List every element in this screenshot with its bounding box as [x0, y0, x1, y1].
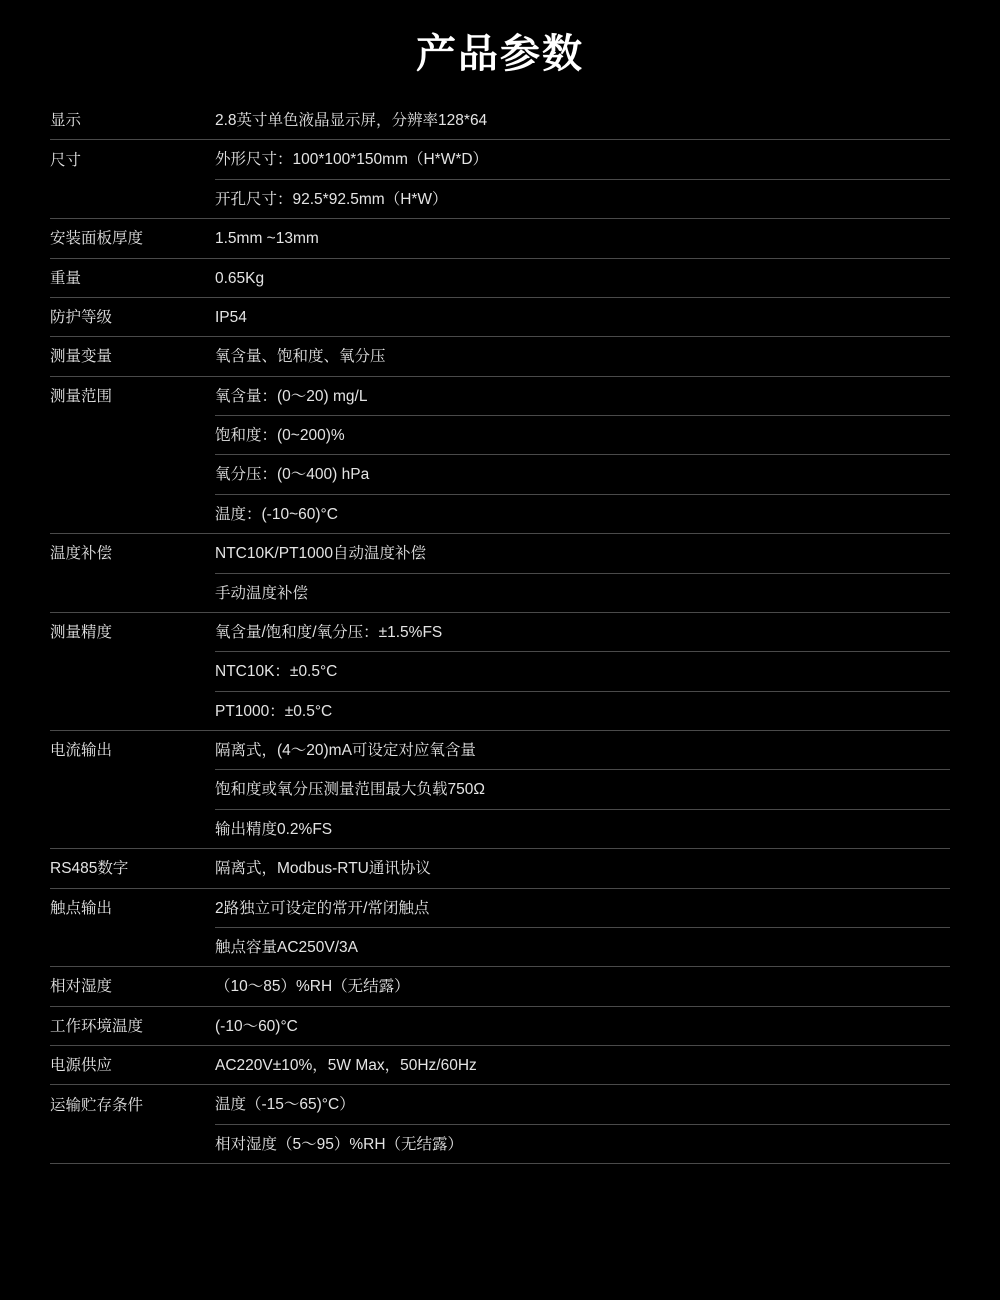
spec-label: 工作环境温度 — [50, 1006, 215, 1045]
table-row — [50, 888, 950, 927]
spec-value: 输出精度0.2%FS — [215, 809, 950, 848]
spec-label: 电流输出 — [50, 742, 113, 760]
table-row — [50, 927, 950, 966]
spec-value: 外形尺寸：100*100*150mm（H*W*D） — [215, 140, 950, 179]
table-row — [50, 101, 950, 140]
spec-value: 隔离式，(4～20)mA可设定对应氧含量 — [215, 731, 950, 770]
spec-value: IP54 — [215, 297, 950, 336]
spec-label — [50, 770, 215, 809]
spec-label: 测量范围 — [50, 387, 113, 405]
spec-value: 氧分压：(0～400) hPa — [215, 455, 950, 494]
spec-label — [50, 573, 215, 612]
spec-label — [50, 455, 215, 494]
spec-value: 氧含量：(0～20) mg/L — [215, 376, 950, 415]
table-row — [50, 731, 950, 770]
page-title: 产品参数 — [416, 32, 584, 76]
spec-label: 显示 — [50, 101, 215, 140]
spec-label: 电源供应 — [50, 1046, 215, 1085]
spec-label: RS485数字 — [50, 849, 215, 888]
table-row — [50, 140, 950, 179]
spec-value: （10～85）%RH（无结露） — [215, 967, 950, 1006]
table-row — [50, 1124, 950, 1163]
table-row — [50, 258, 950, 297]
table-row — [50, 809, 950, 848]
spec-value: 饱和度或氧分压测量范围最大负载750Ω — [215, 770, 950, 809]
table-row — [50, 612, 950, 651]
spec-label — [50, 416, 215, 455]
table-row — [50, 376, 950, 415]
table-row — [50, 1046, 950, 1085]
spec-value: (-10～60)°C — [215, 1006, 950, 1045]
spec-label — [50, 1124, 215, 1163]
spec-value: NTC10K：±0.5°C — [215, 652, 950, 691]
spec-value: AC220V±10%，5W Max，50Hz/60Hz — [215, 1046, 950, 1085]
table-row — [50, 691, 950, 730]
spec-label: 运输贮存条件 — [50, 1096, 144, 1114]
spec-label — [50, 179, 215, 218]
spec-label — [50, 691, 215, 730]
spec-label: 触点输出 — [50, 899, 113, 917]
spec-value: 氧含量/饱和度/氧分压：±1.5%FS — [215, 612, 950, 651]
spec-label — [50, 927, 215, 966]
spec-value: NTC10K/PT1000自动温度补偿 — [215, 534, 950, 573]
table-row — [50, 179, 950, 218]
spec-value: 温度（-15～65)°C） — [215, 1085, 950, 1124]
spec-value: 温度：(-10~60)°C — [215, 494, 950, 533]
table-row — [50, 770, 950, 809]
spec-label: 重量 — [50, 258, 215, 297]
spec-value: 2.8英寸单色液晶显示屏，分辨率128*64 — [215, 101, 950, 140]
spec-label: 防护等级 — [50, 297, 215, 336]
spec-value: 2路独立可设定的常开/常闭触点 — [215, 888, 950, 927]
spec-value: 隔离式，Modbus-RTU通讯协议 — [215, 849, 950, 888]
spec-value: PT1000：±0.5°C — [215, 691, 950, 730]
table-row — [50, 967, 950, 1006]
table-row — [50, 416, 950, 455]
table-row — [50, 219, 950, 258]
spec-label — [50, 652, 215, 691]
table-row — [50, 1006, 950, 1045]
spec-value: 0.65Kg — [215, 258, 950, 297]
table-row — [50, 849, 950, 888]
table-row — [50, 297, 950, 336]
table-row — [50, 652, 950, 691]
table-row — [50, 573, 950, 612]
spec-value: 相对湿度（5～95）%RH（无结露） — [215, 1124, 950, 1163]
specification-table-body — [50, 101, 950, 1164]
table-row — [50, 494, 950, 533]
spec-label: 尺寸 — [50, 151, 82, 169]
spec-value: 饱和度：(0~200)% — [215, 416, 950, 455]
spec-value: 触点容量AC250V/3A — [215, 927, 950, 966]
spec-label: 测量精度 — [50, 624, 113, 642]
spec-label: 安装面板厚度 — [50, 219, 215, 258]
spec-value: 氧含量、饱和度、氧分压 — [215, 337, 950, 376]
table-row — [50, 337, 950, 376]
spec-value: 1.5mm ~13mm — [215, 219, 950, 258]
spec-label: 相对湿度 — [50, 967, 215, 1006]
table-row — [50, 534, 950, 573]
spec-label: 温度补偿 — [50, 545, 113, 563]
table-row — [50, 1085, 950, 1124]
spec-value: 开孔尺寸：92.5*92.5mm（H*W） — [215, 179, 950, 218]
spec-label: 测量变量 — [50, 337, 215, 376]
specification-table — [50, 101, 950, 1164]
spec-label — [50, 809, 215, 848]
spec-value: 手动温度补偿 — [215, 573, 950, 612]
table-row — [50, 455, 950, 494]
spec-label — [50, 494, 215, 533]
